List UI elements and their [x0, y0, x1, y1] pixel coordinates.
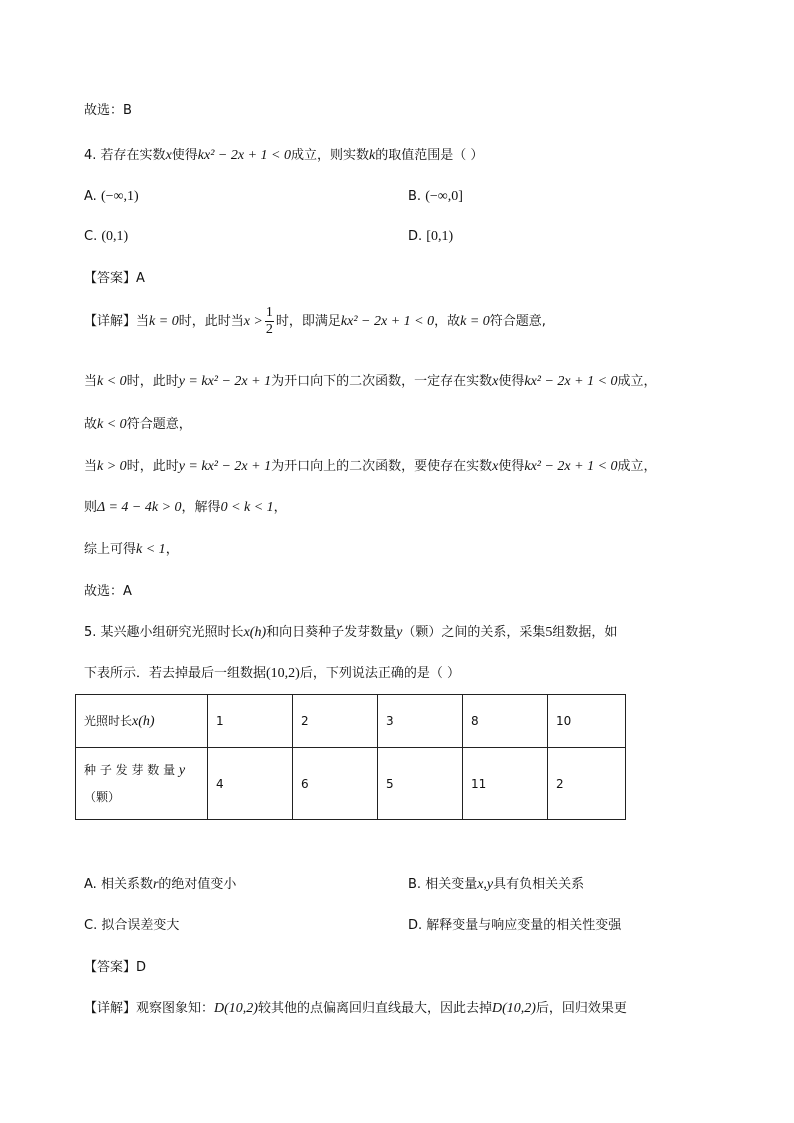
math-expr: Δ = 4 − 4k > 0	[97, 500, 182, 515]
text: 较其他的点偏离回归直线最大，因此去掉	[257, 1001, 492, 1016]
table-cell: 2	[293, 695, 378, 748]
detail-tag: 【详解】	[84, 314, 137, 329]
option-value: (−∞,1)	[100, 189, 139, 204]
math-expr: y	[178, 763, 186, 778]
option-value: (0,1)	[101, 229, 129, 244]
math-expr: kx² − 2x + 1 < 0	[524, 459, 618, 474]
q4-stem	[84, 146, 483, 166]
table-row	[76, 748, 626, 820]
text: 光照时长	[84, 714, 133, 728]
option-label: D.	[408, 918, 423, 933]
text: 和向日葵种子发芽数量	[266, 625, 397, 640]
q4-inequality: kx² − 2x + 1 < 0	[197, 148, 291, 163]
text: 故	[84, 417, 98, 432]
text: （颗）	[84, 790, 121, 804]
math-expr: x	[492, 459, 499, 474]
math-k: k	[369, 148, 376, 163]
text: 拟合误差变大	[101, 918, 180, 933]
q5-answer: 【答案】D	[84, 960, 147, 975]
table-row-header	[76, 695, 208, 748]
text: 符合题意,	[489, 314, 546, 329]
q4-stem-text: 的取值范围是（ ）	[375, 148, 484, 163]
q5-number: 5.	[84, 625, 97, 640]
q4-stem-text: 使得	[171, 148, 198, 163]
text: 成立，	[617, 374, 657, 389]
text: 相关变量	[425, 877, 478, 892]
math-expr: x(h)	[132, 714, 155, 729]
q4-option-d	[408, 227, 453, 247]
table-row	[76, 695, 626, 748]
option-value: [0,1)	[426, 229, 454, 244]
q4-detail-line-6	[84, 540, 179, 560]
fraction-one-half	[265, 305, 274, 338]
q5-option-d	[408, 916, 621, 936]
q5-option-a	[84, 875, 236, 895]
text: 下表所示．若去掉最后一组数据	[84, 666, 267, 681]
option-label: A.	[84, 189, 97, 204]
text: 组数据，如	[552, 625, 618, 640]
q4-stem-text: 若存在实数	[100, 148, 166, 163]
math-expr: y	[396, 625, 403, 640]
text: 种 子 发 芽 数 量	[84, 763, 176, 777]
math-expr: 0 < k < 1	[220, 500, 274, 515]
text: 某兴趣小组研究光照时长	[100, 625, 244, 640]
math-expr: y = kx² − 2x + 1	[178, 459, 272, 474]
text: 时，此时	[126, 459, 179, 474]
math-expr: k < 1	[136, 542, 166, 557]
math-expr: x(h)	[243, 625, 267, 640]
table-cell: 10	[548, 695, 626, 748]
q4-detail-line-4	[84, 457, 657, 477]
math-expr: x >	[243, 314, 263, 329]
text: （颗）之间的关系，采集	[402, 625, 546, 640]
table-row-header	[76, 748, 208, 820]
text: 具有负相关关系	[493, 877, 585, 892]
text: 使得	[498, 374, 525, 389]
table-cell: 1	[208, 695, 293, 748]
text: 后，下列说法正确的是（ ）	[299, 666, 460, 681]
math-expr: k > 0	[97, 459, 127, 474]
text: 时，此时	[126, 374, 179, 389]
math-expr: kx² − 2x + 1 < 0	[524, 374, 618, 389]
math-expr: k = 0	[460, 314, 490, 329]
q5-detail-line-1	[84, 999, 627, 1019]
math-expr: k < 0	[97, 374, 127, 389]
q4-option-b	[408, 187, 463, 207]
text: 使得	[498, 459, 525, 474]
text: ，	[165, 542, 179, 557]
table-cell: 6	[293, 748, 378, 820]
math-expr: D(10,2)	[214, 1001, 258, 1016]
math-expr: D(10,2)	[491, 1001, 536, 1016]
q5-data-table	[75, 694, 626, 820]
text: 则	[84, 500, 98, 515]
text: 综上可得	[84, 542, 137, 557]
q4-detail-line-2	[84, 372, 657, 392]
option-value: (−∞,0]	[425, 189, 463, 204]
q4-option-c	[84, 227, 128, 247]
q4-detail-line-3	[84, 415, 192, 435]
math-expr: x,y	[477, 877, 494, 892]
text: 为开口向上的二次函数，要使存在实数	[271, 459, 493, 474]
text: 【详解】观察图象知：	[84, 1001, 215, 1016]
q4-final-answer: 故选：A	[84, 584, 132, 599]
text: 符合题意，	[126, 417, 192, 432]
text: 当	[84, 374, 98, 389]
text: ，解得	[181, 500, 221, 515]
fraction-denominator: 2	[265, 322, 273, 337]
math-expr: kx² − 2x + 1 < 0	[340, 314, 435, 329]
table-cell: 2	[548, 748, 626, 820]
option-label: C.	[84, 918, 98, 933]
fraction-numerator: 1	[265, 305, 273, 320]
q4-number: 4.	[84, 148, 97, 163]
text: ，	[273, 500, 287, 515]
table-cell: 8	[463, 695, 548, 748]
math-expr: r	[152, 877, 159, 892]
text: 当	[136, 314, 150, 329]
text: 时，即满足	[275, 314, 341, 329]
q4-stem-text: 成立，则实数	[290, 148, 369, 163]
option-label: C.	[84, 229, 98, 244]
q5-option-b	[408, 875, 584, 895]
math-expr: k < 0	[97, 417, 127, 432]
text: ，故	[434, 314, 461, 329]
option-label: B.	[408, 189, 422, 204]
q4-detail-line-1	[84, 302, 546, 342]
q4-detail-line-5	[84, 498, 287, 518]
table-cell: 3	[378, 695, 463, 748]
math-expr: x	[492, 374, 499, 389]
option-label: D.	[408, 229, 423, 244]
text: 时，此时当	[178, 314, 244, 329]
table-cell: 11	[463, 748, 548, 820]
text: 成立，	[617, 459, 657, 474]
table-cell: 4	[208, 748, 293, 820]
q3-final-answer: 故选：B	[84, 103, 132, 118]
text: 后，回归效果更	[535, 1001, 627, 1016]
text: 相关系数	[100, 877, 153, 892]
option-label: A.	[84, 877, 97, 892]
math-x: x	[165, 148, 172, 163]
q4-option-a	[84, 187, 139, 207]
q5-stem-line-2	[84, 664, 460, 684]
text: 解释变量与响应变量的相关性变强	[426, 918, 622, 933]
q4-answer: 【答案】A	[84, 271, 145, 286]
option-label: B.	[408, 877, 422, 892]
math-expr: y = kx² − 2x + 1	[178, 374, 272, 389]
text: 当	[84, 459, 98, 474]
math-expr: 5	[545, 625, 553, 640]
q5-stem-line-1	[84, 623, 617, 643]
math-expr: k = 0	[149, 314, 179, 329]
text: 为开口向下的二次函数，一定存在实数	[271, 374, 493, 389]
q5-option-c	[84, 916, 179, 936]
table-cell: 5	[378, 748, 463, 820]
math-expr: (10,2)	[266, 666, 300, 681]
text: 的绝对值变小	[158, 877, 237, 892]
